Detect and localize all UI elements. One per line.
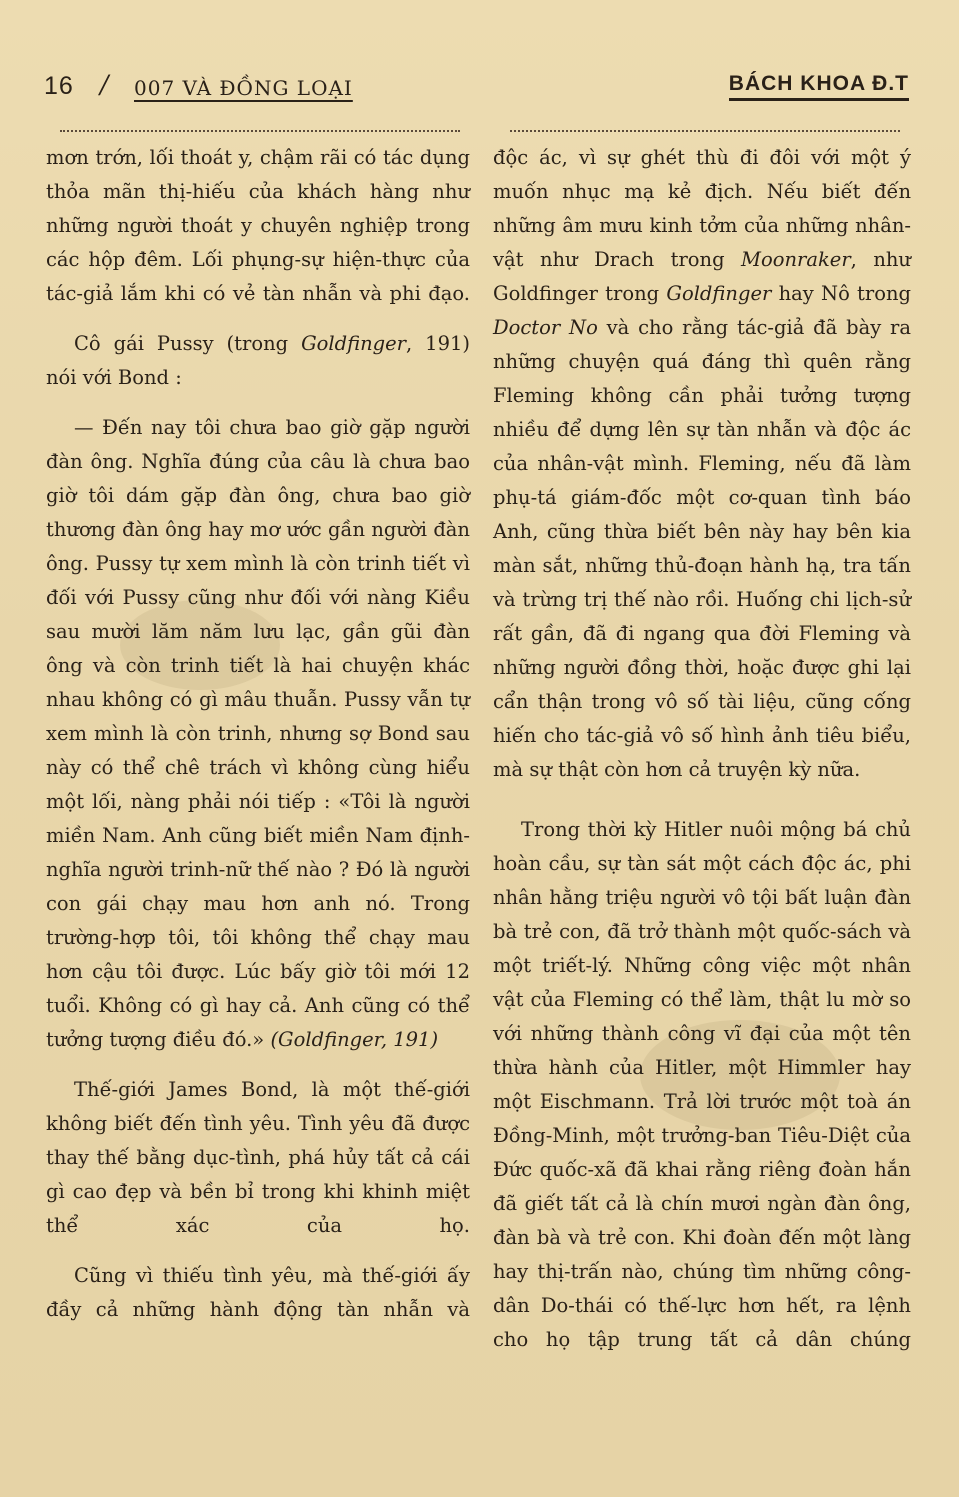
page-number: 16: [44, 72, 74, 100]
text-run: , như Goldfinger trong: [493, 248, 911, 305]
header-rule-left: [60, 130, 460, 134]
header-rule-right: [510, 130, 900, 134]
paragraph: [493, 141, 911, 787]
header-separator: /: [100, 70, 109, 99]
paragraph: [46, 327, 470, 395]
text-run: Cô gái Pussy (trong: [74, 332, 302, 355]
paragraph: Thế-giới James Bond, là một thế-giới không biết đến tình yêu. Tình yêu đã được thay thế bằng dục-tình, phá hủy tất cả cái gì cao đẹp và bền bỉ trong khi khinh miệt thể xác của họ.: [46, 1078, 470, 1237]
right-column: [493, 141, 911, 1357]
book-title: Goldfinger: [666, 282, 772, 305]
running-title: 007 VÀ ĐỒNG LOẠI: [134, 76, 353, 100]
text-run: , 191) nói với Bond :: [46, 332, 470, 389]
paragraph: [46, 411, 470, 1057]
paragraph: Cũng vì thiếu tình yêu, mà thế-giới ấy đầy cả những hành động tàn nhẫn và: [46, 1264, 470, 1321]
text-run: hay Nô trong: [771, 282, 911, 305]
journal-name: BÁCH KHOA Đ.T: [729, 72, 909, 101]
text-run: độc ác, vì sự ghét thù đi đôi với một ý muốn nhục mạ kẻ địch. Nếu biết đến những âm mưu kinh tởm của những nhân-vật như Drach trong: [493, 146, 911, 271]
book-title: Doctor No: [493, 316, 598, 339]
paragraph: mơn trớn, lối thoát y, chậm rãi có tác dụng thỏa mãn thị-hiếu của khách hàng như những người thoát y chuyên nghiệp trong các hộp đêm. Lối phụng-sự hiện-thực của tác-giả lắm khi có vẻ tàn nhẫn và phi đạo.: [46, 146, 470, 305]
citation: (Goldfinger, 191): [270, 1028, 439, 1051]
book-title: Moonraker: [741, 248, 851, 271]
text-run: — Đến nay tôi chưa bao giờ gặp người đàn ông. Nghĩa đúng của câu là chưa bao giờ tôi dám gặp đàn ông, chưa bao giờ thương đàn ông hay mơ ước gần người đàn ông. Pussy tự xem mình là còn trinh tiết vì đối với Pussy cũng như đối với nàng Kiều sau mười lăm năm lưu lạc, gần gũi đàn ông và còn trinh tiết là hai chuyện khác nhau không có gì mâu thuẫn. Pussy vẫn tự xem mình là còn trinh, nhưng sợ Bond sau này có thể chê trách vì không cùng hiểu một lối, nàng phải nói tiếp : «Tôi là người miền Nam. Anh cũng biết miền Nam định-nghĩa người trinh-nữ thế nào ? Đó là người con gái chạy mau hơn anh nó. Trong trường-hợp tôi, tôi không thể chạy mau hơn cậu tôi được. Lúc bấy giờ tôi mới 12 tuổi. Không có gì hay cả. Anh cũng có thể tưởng tượng điều đó.»: [46, 416, 470, 1051]
book-title: Goldfinger: [301, 332, 407, 355]
page-header: [44, 68, 909, 108]
text-run: và cho rằng tác-giả đã bày ra những chuyện quá đáng thì quên rằng Fleming không cần phải tưởng tượng nhiều để dựng lên sự tàn nhẫn và độc ác của nhân-vật mình. Fleming, nếu đã làm phụ-tá giám-đốc một cơ-quan tình báo Anh, cũng thừa biết bên này hay bên kia màn sắt, những thủ-đoạn hành hạ, tra tấn và trừng trị thế nào rồi. Huống chi lịch-sử rất gần, đã đi ngang qua đời Fleming và những người đồng thời, hoặc được ghi lại cẩn thận trong vô số tài liệu, cũng cống hiến cho tác-giả vô số hình ảnh tiêu biểu, mà sự thật còn hơn cả truyện kỳ nữa.: [493, 316, 911, 781]
paragraph: Trong thời kỳ Hitler nuôi mộng bá chủ hoàn cầu, sự tàn sát một cách độc ác, phi nhân hằng triệu người vô tội bất luận đàn bà trẻ con, đã trở thành một quốc-sách và một triết-lý. Những công việc một nhân vật của Fleming có thể làm, thật lu mờ so với những thành công vĩ đại của một tên thừa hành của Hitler, một Himmler hay một Eischmann. Trả lời trước một toà án Đồng-Minh, một trưởng-ban Tiêu-Diệt của Đức quốc-xã đã khai rằng riêng đoàn hắn đã giết tất cả là chín mươi ngàn đàn ông, đàn bà và trẻ con. Khi đoàn đến một làng hay thị-trấn nào, chúng tìm những công-dân Do-thái có thế-lực hơn hết, ra lệnh cho họ tập trung tất cả dân chúng: [493, 818, 911, 1351]
left-column: [46, 141, 470, 1327]
